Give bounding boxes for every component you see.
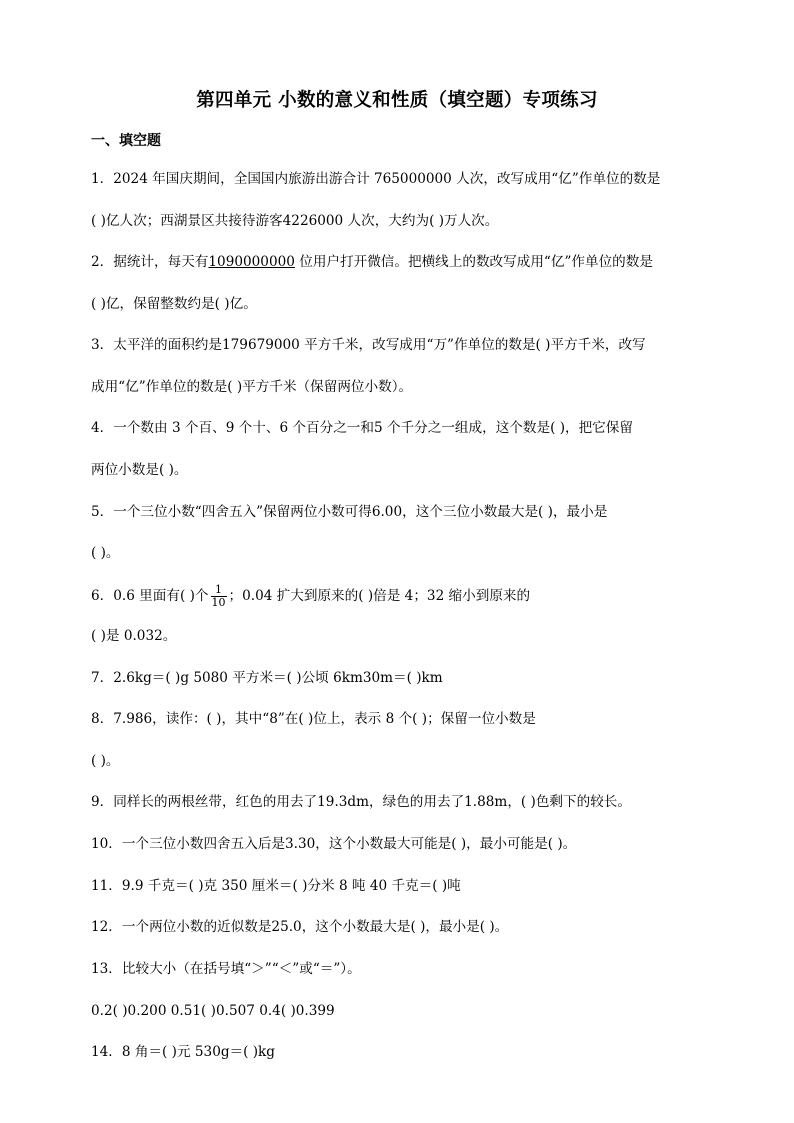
page-title: 第四单元 小数的意义和性质（填空题）专项练习 <box>196 90 598 111</box>
question-2-text-b: 位用户打开微信。把横线上的数改写成用“亿”作单位的数是 <box>294 254 653 270</box>
question-8-line-1: 8．7.986，读作：( )，其中“8”在( )位上，表示 8 个( )；保留一位小数是 <box>91 711 536 727</box>
question-11-line-1: 11．9.9 千克＝( )克 350 厘米＝( )分米 8 吨 40 千克＝( )吨 <box>91 878 461 894</box>
question-13-line-1: 13．比较大小（在括号填“＞”“＜”或“＝”）。 <box>91 961 361 977</box>
question-6-text-b: ；0.04 扩大到原来的( )倍是 4；32 缩小到原来的 <box>228 588 531 604</box>
question-6-line-1 <box>91 584 530 609</box>
question-7-line-1: 7．2.6kg＝( )g 5080 平方米＝( )公顷 6km30m＝( )km <box>91 670 443 686</box>
question-14-line-1: 14．8 角＝( )元 530g＝( )kg <box>91 1044 275 1060</box>
question-5-line-1: 5．一个三位小数“四舍五入”保留两位小数可得6.00，这个三位小数最大是( )，最小是 <box>91 504 608 520</box>
fraction-numerator: 1 <box>211 584 227 597</box>
question-13-line-2: 0.2( )0.200 0.51( )0.507 0.4( )0.399 <box>91 1003 335 1019</box>
fraction <box>211 584 227 609</box>
section-heading: 一、填空题 <box>91 133 161 149</box>
question-3-line-1: 3．太平洋的面积约是179679000 平方千米，改写成用“万”作单位的数是( )平方千米，改写 <box>91 337 646 353</box>
question-2-line-1 <box>91 252 653 272</box>
question-2-underlined-number: 1090000000 <box>208 254 295 270</box>
question-4-line-2: 两位小数是( )。 <box>91 462 188 478</box>
question-3-line-2: 成用“亿”作单位的数是( )平方千米（保留两位小数）。 <box>91 379 413 395</box>
question-1-line-2: ( )亿人次；西湖景区共接待游客4226000 人次，大约为( )万人次。 <box>91 213 499 229</box>
question-10-line-1: 10．一个三位小数四舍五入后是3.30，这个小数最大可能是( )，最小可能是( )。 <box>91 836 577 852</box>
question-12-line-1: 12．一个两位小数的近似数是25.0，这个小数最大是( )，最小是( )。 <box>91 919 509 935</box>
question-9-line-1: 9．同样长的两根丝带，红色的用去了19.3dm，绿色的用去了1.88m，( )色剩下的较长。 <box>91 794 631 810</box>
question-1-line-1: 1．2024 年国庆期间，全国国内旅游出游合计 765000000 人次，改写成用“亿”作单位的数是 <box>91 171 661 187</box>
question-4-line-1: 4．一个数由 3 个百、9 个十、6 个百分之一和5 个千分之一组成，这个数是( )，把它保留 <box>91 420 633 436</box>
question-5-line-2: ( )。 <box>91 545 120 561</box>
question-6-text-a: 6．0.6 里面有( )个 <box>91 588 209 604</box>
question-2-line-2: ( )亿，保留整数约是( )亿。 <box>91 296 257 312</box>
question-8-line-2: ( )。 <box>91 753 120 769</box>
question-6-line-2: ( )是 0.032。 <box>91 628 177 644</box>
question-2-text-a: 2．据统计，每天有 <box>91 254 209 270</box>
fraction-denominator: 10 <box>211 596 226 609</box>
